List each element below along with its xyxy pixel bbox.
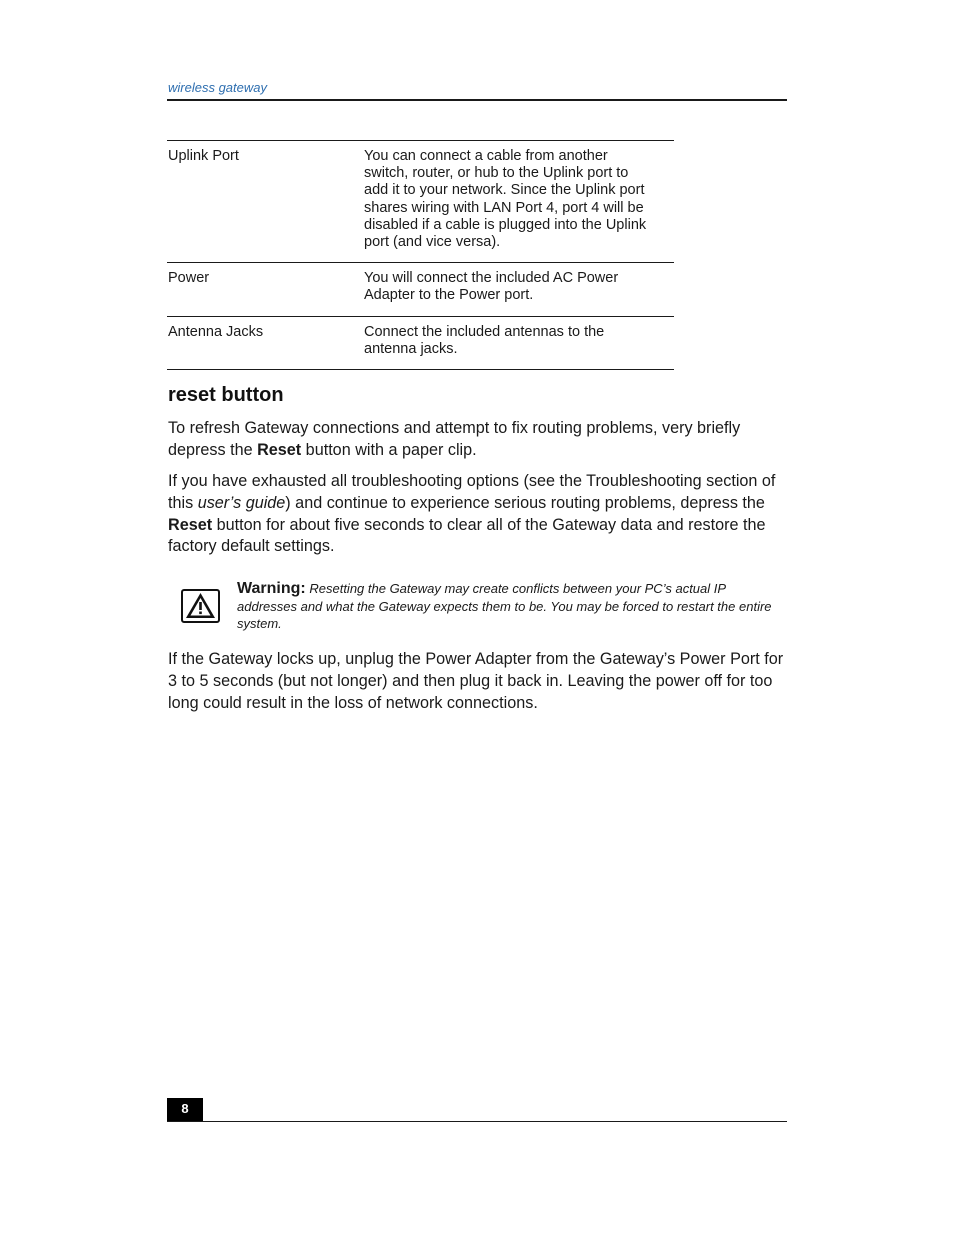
warning-note: [237, 580, 782, 633]
guide-reference: user’s guide: [197, 493, 286, 512]
table-row: [167, 263, 674, 316]
text-run: ) and continue to experience serious routing problems, depress the: [285, 493, 765, 512]
reset-label: Reset: [257, 440, 302, 459]
lockup-paragraph: If the Gateway locks up, unplug the Power Adapter from the Gateway’s Power Port for 3 to 5 seconds (but not longer) and then plug it back in. Leaving the power off for too long could result in the loss of network connections.: [168, 650, 784, 712]
warning-text: Resetting the Gateway may create conflicts between your PC’s actual IP addresses and what the Gateway expects them to be. You may be forced to restart the entire system.: [237, 581, 772, 632]
table-row: [167, 141, 674, 263]
port-name: Uplink Port: [168, 148, 239, 164]
port-name: Power: [168, 270, 210, 287]
port-name: Antenna Jacks: [168, 323, 264, 340]
reset-paragraph-factory: [168, 471, 790, 558]
text-run: To refresh Gateway connections and attempt to fix routing problems, very briefly depress the: [168, 419, 741, 459]
section-heading: reset button: [168, 384, 284, 406]
warning-label: Warning:: [237, 580, 306, 597]
text-run: button with a paper clip.: [301, 440, 477, 459]
running-header: wireless gateway: [168, 80, 267, 95]
port-description: You can connect a cable from another switch, router, or hub to the Uplink port to add it to your network. Since the Uplink port shares wiring with LAN Port 4, port 4 will be disabled if a cable is plugged into the Uplink port (and vice versa).: [364, 148, 647, 251]
port-description: Connect the included antennas to the antenna jacks.: [364, 323, 605, 357]
warning-triangle-icon: [181, 589, 220, 623]
port-description: You will connect the included AC Power Adapter to the Power port.: [364, 270, 619, 304]
header-rule: [167, 99, 787, 101]
page-number: 8: [167, 1098, 203, 1122]
text-run: If you have exhausted all troubleshooting options (see the Troubleshooting section of this: [168, 472, 776, 512]
port-table: [167, 140, 674, 370]
reset-label: Reset: [168, 515, 213, 534]
reset-paragraph-brief: [168, 418, 790, 462]
text-run: button for about five seconds to clear all of the Gateway data and restore the factory default settings.: [168, 515, 766, 556]
footer-rule: [167, 1121, 787, 1122]
table-row: [167, 316, 674, 369]
